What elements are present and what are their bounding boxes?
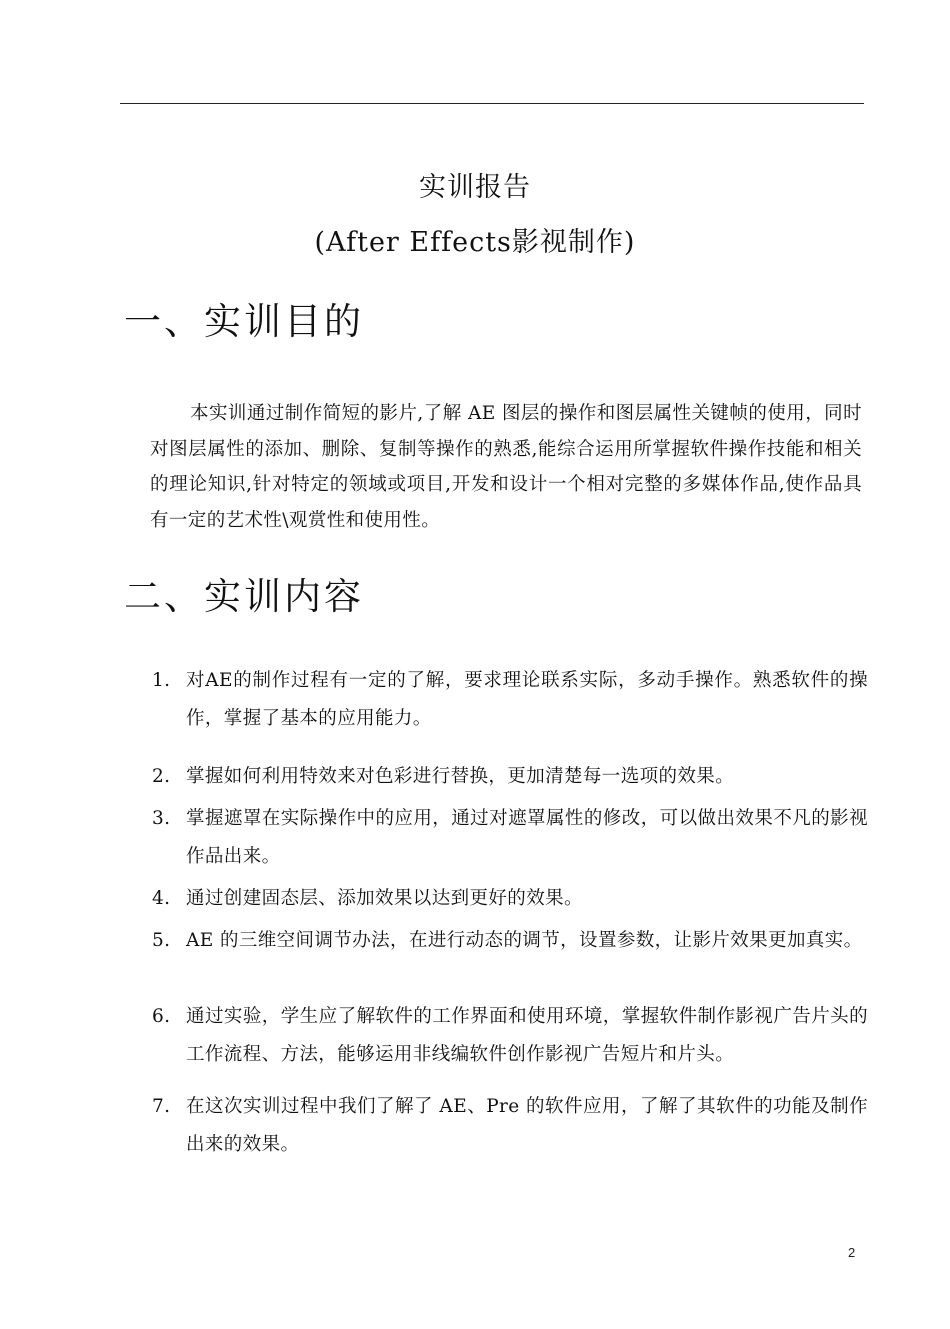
list-item-number: 7. — [152, 1096, 171, 1117]
list-item-number: 3. — [152, 808, 171, 829]
list-item — [152, 800, 868, 876]
document-title: 实训报告 — [419, 172, 531, 203]
page-number: 2 — [848, 1245, 856, 1260]
list-item-text: 掌握遮罩在实际操作中的应用，通过对遮罩属性的修改，可以做出效果不凡的影视作品出来。 — [186, 808, 868, 867]
list-item-text: 通过创建固态层、添加效果以达到更好的效果。 — [186, 888, 583, 909]
list-item-text: 对AE的制作过程有一定的了解，要求理论联系实际，多动手操作。熟悉软件的操作，掌握了基本的应用能力。 — [186, 670, 868, 729]
list-item-text: 在这次实训过程中我们了解了 AE、Pre 的软件应用，了解了其软件的功能及制作出来的效果。 — [186, 1096, 868, 1155]
header-rule — [120, 103, 864, 104]
document-subtitle: (After Effects影视制作) — [314, 227, 636, 258]
list-item-number: 5. — [152, 930, 171, 951]
purpose-paragraph: 本实训通过制作简短的影片,了解 AE 图层的操作和图层属性关键帧的使用，同时对图层属性的添加、删除、复制等操作的熟悉,能综合运用所掌握软件操作技能和相关的理论知识,针对特定的领域或项目,开发和设计一个相对完整的多媒体作品,使作品具有一定的艺术性\观赏性和使用性。 — [150, 403, 862, 531]
list-item — [152, 662, 868, 738]
list-item-number: 1. — [152, 670, 171, 691]
list-item — [152, 998, 868, 1074]
section-heading-purpose: 一、实训目的 — [124, 300, 364, 343]
list-item-number: 6. — [152, 1006, 171, 1027]
list-item-number: 4. — [152, 888, 171, 909]
list-item — [152, 1088, 868, 1164]
list-item-text: 掌握如何利用特效来对色彩进行替换，更加清楚每一选项的效果。 — [186, 766, 735, 787]
list-item — [152, 922, 868, 960]
list-item-text: AE 的三维空间调节办法，在进行动态的调节，设置参数，让影片效果更加真实。 — [186, 930, 863, 951]
list-item-number: 2. — [152, 766, 171, 787]
section-heading-content: 二、实训内容 — [124, 575, 364, 618]
list-item — [152, 880, 868, 918]
list-item — [152, 758, 868, 796]
list-item-text: 通过实验，学生应了解软件的工作界面和使用环境，掌握软件制作影视广告片头的工作流程、方法，能够运用非线编软件创作影视广告短片和片头。 — [186, 1006, 868, 1065]
